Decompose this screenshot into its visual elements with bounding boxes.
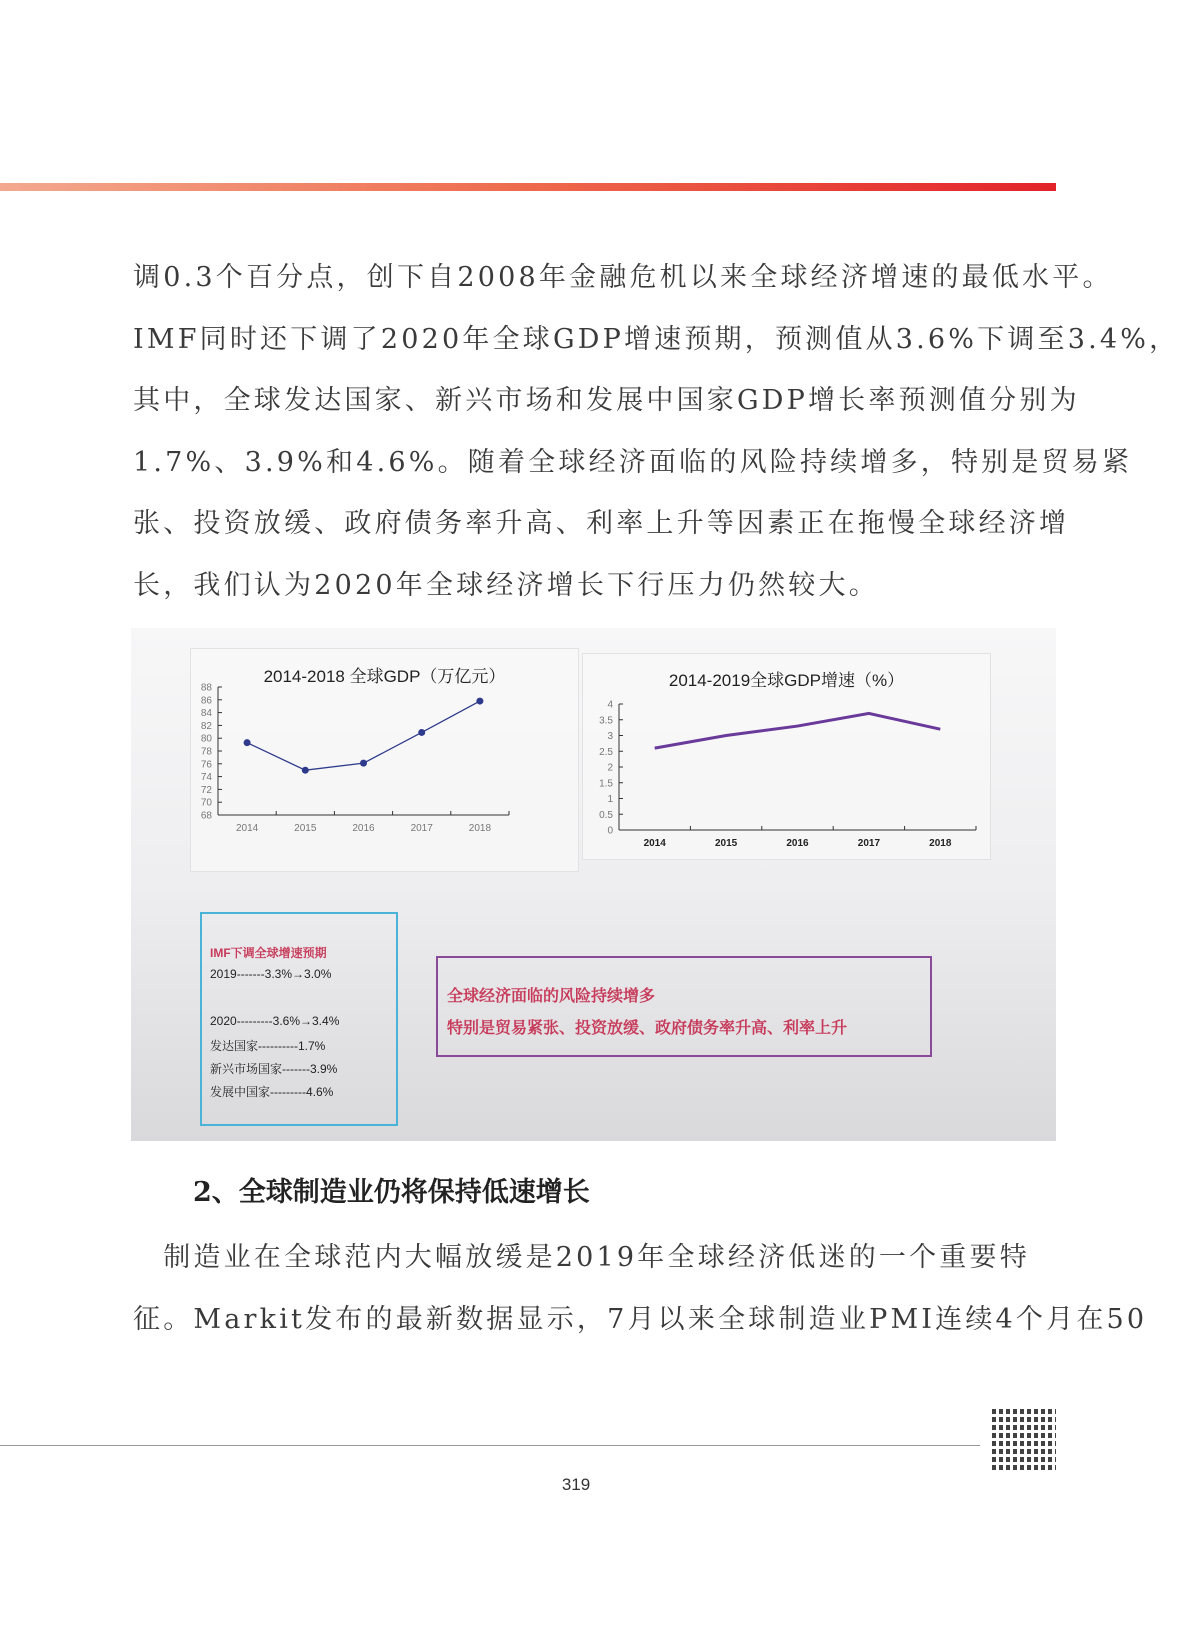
gdp-growth-chart [582,653,991,860]
y-tick-label: 68 [200,810,212,822]
y-tick-label: 86 [200,695,212,707]
risk-line-1: 全球经济面临的风险持续增多 [447,988,656,1005]
x-tick-label: 2016 [786,838,809,849]
y-tick-label: 3 [607,731,613,742]
y-tick-label: 80 [200,733,212,745]
y-tick-label: 72 [200,784,212,796]
page-number: 319 [561,1475,591,1494]
figure-panel [131,628,1056,1141]
footer-divider [0,1445,980,1446]
gdp-chart-plot [191,649,578,871]
y-tick-label: 84 [200,708,212,720]
chart-title: 2014-2018 全球GDP（万亿元） [263,667,506,686]
series-line [655,713,941,748]
data-point [244,739,251,746]
data-point [418,729,425,736]
y-tick-label: 74 [200,772,212,784]
x-tick-label: 2017 [857,838,881,849]
x-tick-label: 2015 [294,823,317,834]
x-tick-label: 2015 [714,838,738,849]
data-point [302,767,309,774]
text-line: 调0.3个百分点，创下自2008年金融危机以来全球经济增速的最低水平。 [133,262,1113,293]
y-tick-label: 1 [607,794,613,805]
data-point [360,760,367,767]
x-tick-label: 2017 [410,823,433,834]
x-tick-label: 2016 [352,823,375,834]
risk-line-2: 特别是贸易紧张、投资放缓、政府债务率升高、利率上升 [447,1020,848,1037]
text-line: 征。Markit发布的最新数据显示，7月以来全球制造业PMI连续4个月在50 [133,1304,1148,1335]
x-tick-label: 2014 [235,823,259,834]
gdp-chart [190,648,579,872]
imf-line: 发达国家----------1.7% [210,1039,326,1053]
x-tick-label: 2018 [468,823,492,834]
y-tick-label: 3.5 [599,715,613,727]
imf-box-title: IMF下调全球增速预期 [210,946,327,960]
y-tick-label: 4 [607,699,613,711]
y-tick-label: 0 [607,825,613,837]
imf-line: 2020---------3.6%→3.4% [210,1014,340,1028]
x-tick-label: 2014 [643,838,666,849]
y-tick-label: 1.5 [599,778,613,790]
qr-code [992,1408,1056,1470]
y-tick-label: 70 [200,797,212,809]
text-line: 制造业在全球范内大幅放缓是2019年全球经济低迷的一个重要特 [133,1242,1030,1273]
y-tick-label: 0.5 [599,809,613,821]
text-line: 张、投资放缓、政府债务率升高、利率上升等因素正在拖慢全球经济增 [133,508,1070,539]
y-tick-label: 2 [607,762,613,774]
data-point [476,698,483,705]
y-tick-label: 88 [200,682,212,694]
y-tick-label: 82 [200,720,212,732]
text-line: IMF同时还下调了2020年全球GDP增速预期，预测值从3.6%下调至3.4%， [133,324,1180,355]
x-tick-label: 2018 [929,838,952,849]
imf-forecast-box [200,912,398,1126]
imf-line: 新兴市场国家-------3.9% [210,1062,338,1076]
imf-line: 发展中国家---------4.6% [210,1085,334,1099]
header-accent-bar [0,183,1056,191]
text-line: 长，我们认为2020年全球经济增长下行压力仍然较大。 [133,570,879,601]
text-line: 1.7%、3.9%和4.6%。随着全球经济面临的风险持续增多，特别是贸易紧 [133,447,1133,478]
text-line: 其中，全球发达国家、新兴市场和发展中国家GDP增长率预测值分别为 [133,385,1080,416]
y-tick-label: 76 [200,759,212,771]
imf-line: 2019-------3.3%→3.0% [210,967,332,981]
y-tick-label: 2.5 [599,746,613,758]
risk-box [436,956,932,1057]
gdp-growth-chart-plot [583,654,990,859]
section-heading: 2、全球制造业仍将保持低速增长 [193,1177,590,1208]
y-tick-label: 78 [200,746,212,758]
chart-title: 2014-2019全球GDP增速（%） [668,671,905,690]
